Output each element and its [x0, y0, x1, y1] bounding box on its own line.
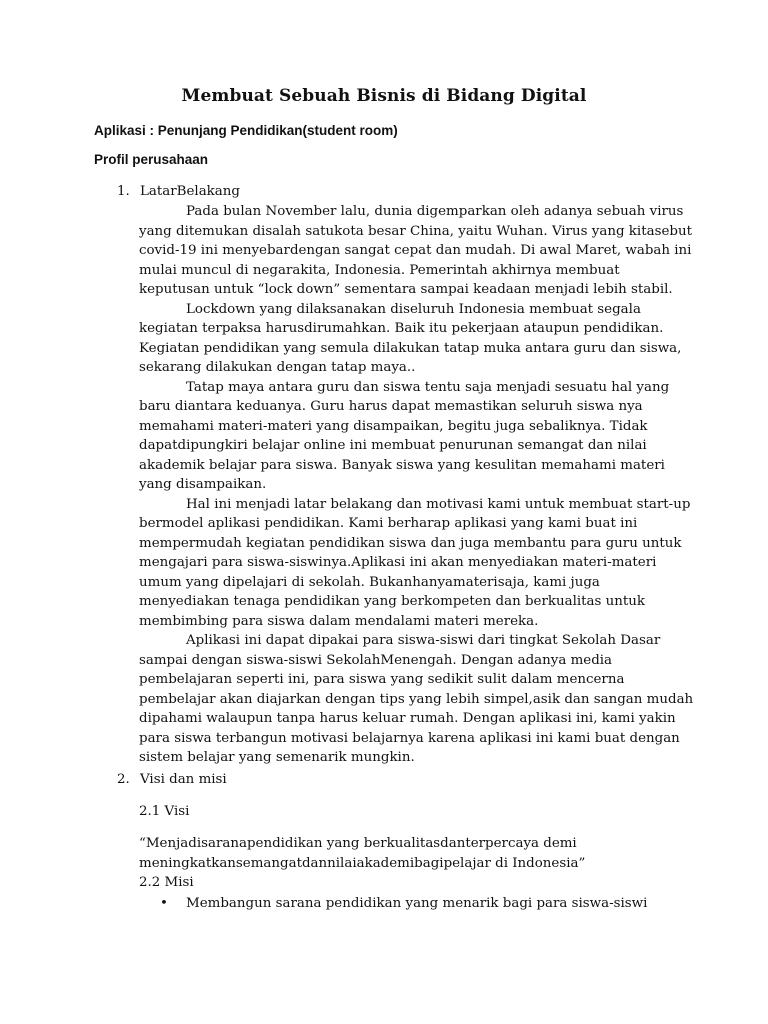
paragraph-line: sampai dengan siswa-siswi SekolahMenengah. Dengan adanya media [139, 652, 613, 668]
section-1-heading: LatarBelakang [140, 184, 240, 199]
paragraph-line: mempermudah kegiatan pendidikan siswa dan juga membantu para guru untuk [139, 535, 682, 551]
quote-line: meningkatkansemangatdannilaiakademibagipelajar di Indonesia” [139, 855, 586, 871]
paragraph-line: Kegiatan pendidikan yang semula dilakukan tatap muka antara guru dan siswa, [139, 340, 682, 356]
section-2-heading: Visi dan misi [140, 772, 227, 787]
paragraph-line: memahami materi-materi yang disampaikan, begitu juga sebaliknya. Tidak [139, 418, 648, 434]
paragraph-line: akademik belajar para siswa. Banyak siswa yang kesulitan memahami materi [139, 457, 665, 473]
misi-label: 2.2 Misi [139, 875, 194, 890]
paragraph-line: Hal ini menjadi latar belakang dan motivasi kami untuk membuat start-up [186, 496, 691, 512]
section-1-number: 1. [117, 184, 130, 199]
paragraph-line: mengajari para siswa-siswinya.Aplikasi ini akan menyediakan materi-materi [139, 555, 657, 570]
paragraph-line: mulai muncul di negarakita, Indonesia. Pemerintah akhirnya membuat [139, 262, 620, 278]
paragraph-line: sistem belajar yang semenarik mungkin. [139, 750, 415, 765]
paragraph-line: Lockdown yang dilaksanakan diseluruh Indonesia membuat segala [186, 301, 641, 317]
paragraph-line: kegiatan terpaksa harusdirumahkan. Baik itu pekerjaan ataupun pendidikan. [139, 321, 664, 336]
bullet-marker: • [160, 896, 168, 911]
paragraph-line: sekarang dilakukan dengan tatap maya.. [139, 360, 416, 375]
paragraph-line: Pada bulan November lalu, dunia digemparkan oleh adanya sebuah virus [186, 204, 684, 219]
misi-item: Membangun sarana pendidikan yang menarik bagi para siswa-siswi [186, 896, 648, 911]
paragraph-line: bermodel aplikasi pendidikan. Kami berharap aplikasi yang kami buat ini [139, 516, 638, 531]
quote-line: “Menjadisaranapendidikan yang berkualitasdanterpercaya demi [139, 836, 577, 851]
paragraph-line: Tatap maya antara guru dan siswa tentu saja menjadi sesuatu hal yang [186, 379, 670, 395]
visi-quote [139, 834, 585, 873]
visi-label: 2.1 Visi [139, 804, 190, 819]
paragraph-line: membimbing para siswa dalam mendalami materi mereka. [139, 613, 539, 629]
paragraph-line: dipahami walaupun tanpa harus keluar rumah. Dengan aplikasi ini, kami yakin [139, 711, 676, 726]
paragraph-line: umum yang dipelajari di sekolah. Bukanhanyamaterisaja, kami juga [139, 574, 600, 590]
paragraph-line: yang ditemukan disalah satukota besar China, yaitu Wuhan. Virus yang kitasebut [139, 223, 692, 239]
paragraph-line: para siswa terbangun motivasi belajarnya karena aplikasi ini kami buat dengan [139, 730, 680, 746]
paragraph-line: baru diantara keduanya. Guru harus dapat memastikan seluruh siswa nya [139, 399, 643, 414]
profile-line: Profil perusahaan [94, 152, 209, 167]
paragraph-line: dapatdipungkiri belajar online ini membuat penurunan semangat dan nilai [139, 438, 647, 453]
paragraph-line: covid-19 ini menyebardengan sangat cepat dan mudah. Di awal Maret, wabah ini [139, 243, 692, 258]
app-line: Aplikasi : Penunjang Pendidikan(student room) [94, 123, 398, 138]
document-title: Membuat Sebuah Bisnis di Bidang Digital [181, 86, 587, 106]
paragraph-line: keputusan untuk “lock down” sementara sampai keadaan menjadi lebih stabil. [139, 282, 673, 297]
section-1-body [139, 202, 694, 768]
paragraph-line: Aplikasi ini dapat dipakai para siswa-siswi dari tingkat Sekolah Dasar [186, 633, 661, 648]
paragraph-line: yang disampaikan. [139, 477, 267, 492]
section-2-number: 2. [117, 772, 130, 787]
paragraph-line: pembelajaran seperti ini, para siswa yang sedikit sulit dalam mencerna [139, 672, 625, 687]
paragraph-line: pembelajar akan diajarkan dengan tips yang lebih simpel,asik dan sangan mudah [139, 691, 694, 707]
paragraph-line: menyediakan tenaga pendidikan yang berkompeten dan berkualitas untuk [139, 594, 646, 609]
